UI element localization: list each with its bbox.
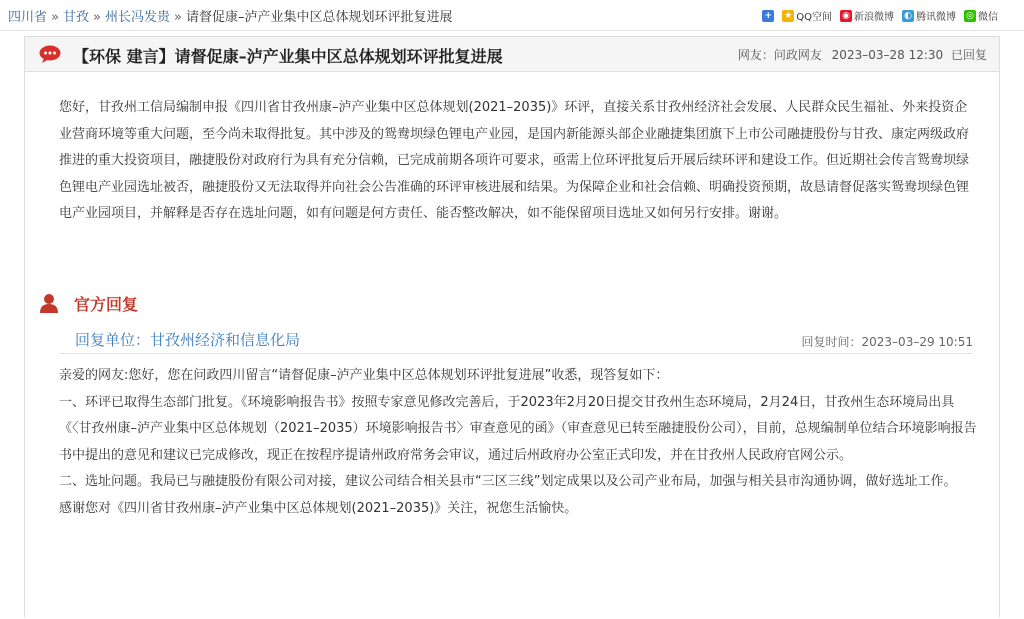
- breadcrumb-separator: »: [93, 10, 101, 25]
- reply-info-row: [59, 327, 973, 354]
- reply-unit: [75, 329, 300, 350]
- reply-paragraph: 感谢您对《四川省甘孜州康–泸产业集中区总体规划(2021–2035)》关注，祝您生活愉快。: [59, 500, 578, 516]
- share-tencent-weibo-label: 腾讯微博: [916, 12, 956, 23]
- share-tencent-weibo-button[interactable]: [902, 8, 956, 23]
- plus-icon: +: [762, 10, 774, 22]
- qzone-icon: ★: [784, 10, 793, 21]
- reply-time: [802, 333, 974, 350]
- post-title: 【环保 建言】请督促康–泸产业集中区总体规划环评批复进展: [73, 47, 503, 66]
- status-badge: 已回复: [950, 48, 987, 62]
- person-icon: [39, 293, 59, 313]
- breadcrumb-separator: »: [173, 10, 182, 25]
- share-wechat-label: 微信: [978, 12, 998, 23]
- reply-body: [59, 363, 979, 522]
- official-reply-header: [39, 291, 979, 315]
- share-qzone-label: QQ空间: [796, 12, 832, 23]
- weibo-icon: ◉: [840, 10, 852, 22]
- breadcrumb-ganzi[interactable]: 甘孜: [62, 10, 89, 25]
- share-more-button[interactable]: [762, 10, 774, 22]
- breadcrumb-separator: »: [51, 10, 59, 25]
- breadcrumb-governor[interactable]: 州长冯发贵: [104, 10, 170, 25]
- tencent-weibo-icon: ◐: [902, 10, 914, 22]
- post-title-bar: [25, 37, 999, 72]
- reply-paragraph: 二、选址问题。我局已与融捷股份有限公司对接，建议公司结合相关县市“三区三线”划定成果以及公司产业布局，加强与相关县市沟通协调，做好选址工作。: [59, 474, 957, 489]
- top-bar: [0, 0, 1024, 31]
- share-weibo-button[interactable]: [840, 8, 894, 23]
- author-name: 问政网友: [773, 48, 822, 62]
- post-meta: [738, 46, 987, 63]
- breadcrumb-sichuan[interactable]: 四川省: [8, 10, 48, 25]
- author-label: 网友：: [737, 48, 774, 62]
- share-wechat-button[interactable]: [964, 8, 998, 23]
- reply-paragraph: 亲爱的网友:您好，您在问政四川留言“请督促康–泸产业集中区总体规划环评批复进展”收悉，现答复如下：: [59, 368, 669, 383]
- wechat-icon: ◎: [964, 10, 976, 22]
- question-body: [59, 95, 969, 228]
- share-bar: [762, 8, 998, 23]
- share-weibo-label: 新浪微博: [854, 12, 894, 23]
- reply-time-label: 回复时间：: [801, 335, 862, 349]
- reply-paragraph: 一、环评已取得生态部门批复。《环境影响报告书》按照专家意见修改完善后，于2023年2月20日提交甘孜州生态环境局，2月24日，甘孜州生态环境局出具《〈甘孜州康–泸产业集中区总体规划（2021–2035）环境影响报告书〉审查意见的函》（审查意见已转至融捷股份公司），目前，总规编制单位结合环境影响报告书中提出的意见和建议已完成修改，现正在按程序提请州政府常务会审议，通过后州政府办公室正式印发，并在甘孜州人民政府官网公示。: [59, 394, 977, 463]
- breadcrumb: [8, 6, 452, 25]
- reply-time-value: 2023–03–29 10:51: [861, 335, 973, 349]
- share-qzone-button[interactable]: [782, 8, 832, 23]
- question-text: 您好，甘孜州工信局编制申报《四川省甘孜州康–泸产业集中区总体规划(2021–2035)》环评，直接关系甘孜州经济社会发展、人民群众民生福祉、外来投资企业营商环境等重大问题，至今尚未取得批复。其中涉及的鸳鸯坝绿色锂电产业园，是国内新能源头部企业融捷集团旗下上市公司融捷股份与甘孜、康定两级政府推进的重大投资项目，融捷股份对政府行为具有充分信赖，已完成前期各项许可要求，亟需上位环评批复后开展后续环评和建设工作。但近期社会传言鸳鸯坝绿色锂电产业园选址被否，融捷股份又无法取得并向社会公告准确的环评审核进展和结果。为保障企业和社会信赖、明确投资预期，故恳请督促落实鸳鸯坝绿色锂电产业园项目，并解释是否存在选址问题，如有问题是何方责任、能否整改解决，如不能保留项目选址又如何另行安排。谢谢。: [59, 100, 970, 221]
- post-panel: [24, 36, 1000, 617]
- official-reply-heading: 官方回复: [74, 295, 139, 314]
- speech-bubble-icon: [39, 45, 61, 63]
- reply-unit-label: 回复单位：: [75, 331, 151, 349]
- post-datetime: 2023–03–28 12:30: [831, 48, 944, 62]
- reply-unit-name: 甘孜州经济和信息化局: [150, 331, 301, 349]
- breadcrumb-current: 请督促康–泸产业集中区总体规划环评批复进展: [185, 10, 453, 25]
